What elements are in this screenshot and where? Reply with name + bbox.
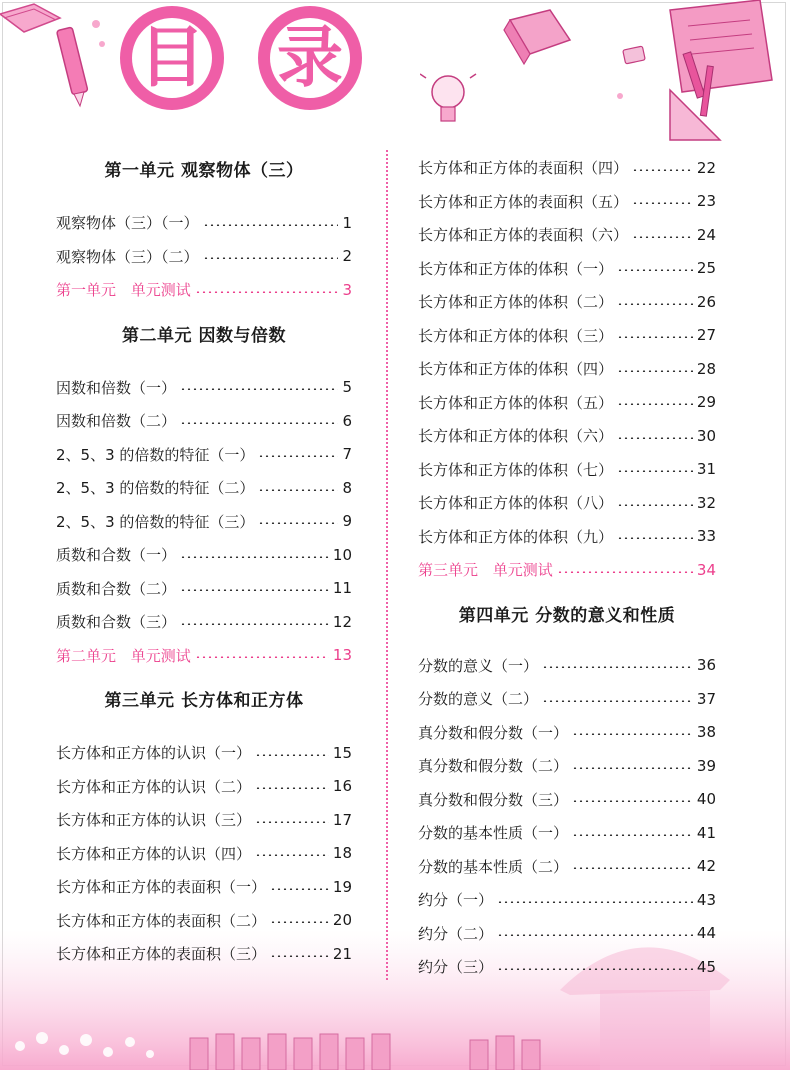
entry-page: 20 bbox=[332, 911, 352, 930]
entry-label: 2、5、3 的倍数的特征（一） bbox=[56, 445, 255, 464]
entry-label: 长方体和正方体的体积（八） bbox=[418, 494, 614, 513]
leader-dots bbox=[572, 767, 693, 769]
leader-dots bbox=[203, 257, 338, 259]
entry-label: 分数的意义（一） bbox=[418, 656, 539, 675]
toc-entry[interactable] bbox=[56, 538, 352, 572]
entry-label: 长方体和正方体的表面积（五） bbox=[418, 192, 629, 211]
leader-dots bbox=[632, 236, 693, 238]
leader-dots bbox=[572, 800, 693, 802]
toc-entry[interactable] bbox=[418, 486, 716, 520]
entry-page: 12 bbox=[332, 612, 352, 631]
leader-dots bbox=[497, 901, 693, 903]
entry-page: 23 bbox=[696, 192, 716, 211]
leader-dots bbox=[258, 455, 338, 457]
entry-label: 真分数和假分数（三） bbox=[418, 790, 569, 809]
entry-label: 2、5、3 的倍数的特征（三） bbox=[56, 512, 255, 531]
entry-page: 41 bbox=[696, 823, 716, 842]
unit-3 bbox=[56, 680, 352, 971]
toc-entry[interactable] bbox=[418, 151, 716, 185]
entry-page: 29 bbox=[696, 393, 716, 412]
unit-4 bbox=[418, 595, 716, 984]
leader-dots bbox=[617, 403, 693, 405]
leader-dots bbox=[617, 437, 693, 439]
entry-label: 长方体和正方体的体积（二） bbox=[418, 293, 614, 312]
lightbulb-icon bbox=[420, 74, 476, 121]
entry-label: 约分（一） bbox=[418, 891, 494, 910]
toc-entry[interactable] bbox=[418, 783, 716, 817]
entry-label: 第二单元 单元测试 bbox=[56, 646, 191, 665]
leader-dots bbox=[180, 422, 338, 424]
leader-dots bbox=[180, 589, 329, 591]
toc-entry[interactable] bbox=[418, 682, 716, 716]
leader-dots bbox=[497, 968, 693, 970]
eraser-icon bbox=[623, 46, 645, 64]
entry-page: 16 bbox=[332, 777, 352, 796]
entry-page: 1 bbox=[342, 213, 352, 232]
box-icon bbox=[504, 10, 570, 64]
title-char-2: 录 bbox=[270, 18, 350, 98]
column-divider bbox=[386, 150, 388, 980]
leader-dots bbox=[258, 522, 338, 524]
entry-label: 长方体和正方体的体积（九） bbox=[418, 527, 614, 546]
entry-label: 分数的基本性质（一） bbox=[418, 824, 569, 843]
toc-right-column bbox=[418, 151, 716, 992]
entry-page: 7 bbox=[342, 445, 352, 464]
unit-test-entry[interactable] bbox=[56, 639, 352, 673]
leader-dots bbox=[572, 834, 693, 836]
entry-label: 第一单元 单元测试 bbox=[56, 281, 191, 300]
book-and-pencil-illustration bbox=[0, 0, 110, 110]
unit-heading: 第四单元 分数的意义和性质 bbox=[458, 605, 676, 626]
entry-page: 39 bbox=[696, 756, 716, 775]
toc-left-column bbox=[56, 150, 352, 979]
toc-entry[interactable] bbox=[418, 386, 716, 420]
entry-page: 24 bbox=[696, 225, 716, 244]
entry-page: 3 bbox=[342, 280, 352, 299]
leader-dots bbox=[557, 571, 693, 573]
pencil-icon bbox=[56, 27, 87, 95]
toc-entry[interactable] bbox=[56, 240, 352, 274]
toc-entry[interactable] bbox=[418, 716, 716, 750]
leader-dots bbox=[572, 733, 693, 735]
entry-label: 观察物体（三）（一） bbox=[56, 214, 199, 233]
toc-entry[interactable] bbox=[418, 252, 716, 286]
entry-page: 34 bbox=[696, 560, 716, 579]
entry-page: 36 bbox=[696, 656, 716, 675]
unit-2 bbox=[56, 315, 352, 673]
entry-label: 真分数和假分数（二） bbox=[418, 757, 569, 776]
entry-label: 分数的基本性质（二） bbox=[418, 857, 569, 876]
toc-entry[interactable] bbox=[418, 520, 716, 554]
entry-label: 因数和倍数（二） bbox=[56, 412, 177, 431]
entry-page: 40 bbox=[696, 790, 716, 809]
entry-label: 长方体和正方体的表面积（六） bbox=[418, 226, 629, 245]
entry-page: 5 bbox=[342, 378, 352, 397]
entry-page: 30 bbox=[696, 426, 716, 445]
leader-dots bbox=[270, 921, 329, 923]
entry-page: 43 bbox=[696, 890, 716, 909]
toc-entry[interactable] bbox=[56, 803, 352, 837]
entry-label: 长方体和正方体的体积（四） bbox=[418, 360, 614, 379]
entry-label: 长方体和正方体的表面积（三） bbox=[56, 945, 267, 964]
leader-dots bbox=[195, 291, 338, 293]
entry-label: 质数和合数（一） bbox=[56, 546, 177, 565]
entry-page: 22 bbox=[696, 158, 716, 177]
entry-page: 31 bbox=[696, 460, 716, 479]
leader-dots bbox=[255, 854, 329, 856]
leader-dots bbox=[180, 623, 329, 625]
leader-dots bbox=[617, 504, 693, 506]
entry-page: 25 bbox=[696, 259, 716, 278]
entry-page: 26 bbox=[696, 292, 716, 311]
entry-label: 分数的意义（二） bbox=[418, 690, 539, 709]
entry-label: 2、5、3 的倍数的特征（二） bbox=[56, 479, 255, 498]
toc-entry[interactable] bbox=[418, 185, 716, 219]
toc-entry[interactable] bbox=[56, 736, 352, 770]
leader-dots bbox=[180, 388, 338, 390]
toc-entry[interactable] bbox=[418, 352, 716, 386]
leader-dots bbox=[632, 202, 693, 204]
toc-entry[interactable] bbox=[418, 419, 716, 453]
entry-label: 真分数和假分数（一） bbox=[418, 723, 569, 742]
leader-dots bbox=[195, 656, 329, 658]
entry-page: 21 bbox=[332, 944, 352, 963]
entry-label: 约分（二） bbox=[418, 924, 494, 943]
entry-label: 因数和倍数（一） bbox=[56, 378, 177, 397]
entry-page: 44 bbox=[696, 924, 716, 943]
entry-page: 28 bbox=[696, 359, 716, 378]
toc-entry[interactable] bbox=[418, 917, 716, 951]
toc-entry[interactable] bbox=[56, 770, 352, 804]
toc-entry[interactable] bbox=[56, 904, 352, 938]
entry-label: 第三单元 单元测试 bbox=[418, 561, 553, 580]
toc-entry[interactable] bbox=[56, 404, 352, 438]
entry-page: 2 bbox=[342, 247, 352, 266]
toc-entry[interactable] bbox=[418, 749, 716, 783]
title-bubble-left bbox=[120, 6, 224, 110]
leader-dots bbox=[617, 336, 693, 338]
leader-dots bbox=[617, 470, 693, 472]
entry-page: 45 bbox=[696, 957, 716, 976]
unit-test-entry[interactable] bbox=[56, 273, 352, 307]
toc-entry[interactable] bbox=[56, 206, 352, 240]
leader-dots bbox=[497, 934, 693, 936]
leader-dots bbox=[632, 169, 693, 171]
leader-dots bbox=[258, 489, 338, 491]
leader-dots bbox=[270, 888, 329, 890]
leader-dots bbox=[255, 821, 329, 823]
entry-label: 长方体和正方体的体积（六） bbox=[418, 427, 614, 446]
leader-dots bbox=[255, 754, 329, 756]
ruler-icon bbox=[670, 90, 720, 140]
toc-entry[interactable] bbox=[418, 649, 716, 683]
leader-dots bbox=[270, 955, 329, 957]
toc-entry[interactable] bbox=[56, 438, 352, 472]
unit-heading: 第三单元 长方体和正方体 bbox=[104, 691, 304, 711]
unit-heading: 第二单元 因数与倍数 bbox=[122, 325, 286, 346]
entry-page: 6 bbox=[342, 411, 352, 430]
entry-label: 观察物体（三）（二） bbox=[56, 247, 199, 266]
entry-label: 长方体和正方体的认识（三） bbox=[56, 811, 252, 830]
unit-1 bbox=[56, 150, 352, 307]
title-bubble-right bbox=[258, 6, 362, 110]
entry-page: 11 bbox=[332, 579, 352, 598]
leader-dots bbox=[617, 269, 693, 271]
entry-page: 10 bbox=[332, 545, 352, 564]
toc-entry[interactable] bbox=[56, 937, 352, 971]
toc-entry[interactable] bbox=[56, 371, 352, 405]
entry-page: 19 bbox=[332, 877, 352, 896]
entry-page: 33 bbox=[696, 527, 716, 546]
leader-dots bbox=[203, 224, 338, 226]
toc-entry[interactable] bbox=[56, 572, 352, 606]
toc-entry[interactable] bbox=[418, 816, 716, 850]
toc-entry[interactable] bbox=[56, 505, 352, 539]
entry-label: 长方体和正方体的表面积（一） bbox=[56, 878, 267, 897]
entry-page: 32 bbox=[696, 493, 716, 512]
entry-page: 17 bbox=[332, 810, 352, 829]
leader-dots bbox=[617, 537, 693, 539]
stationery-illustration bbox=[420, 0, 790, 150]
toc-entry[interactable] bbox=[418, 285, 716, 319]
leader-dots bbox=[572, 867, 693, 869]
entry-label: 长方体和正方体的认识（四） bbox=[56, 844, 252, 863]
entry-page: 8 bbox=[342, 478, 352, 497]
toc-entry[interactable] bbox=[56, 837, 352, 871]
title-char-1: 目 bbox=[132, 18, 212, 98]
entry-label: 长方体和正方体的表面积（四） bbox=[418, 159, 629, 178]
leader-dots bbox=[617, 303, 693, 305]
entry-label: 长方体和正方体的体积（一） bbox=[418, 259, 614, 278]
toc-entry[interactable] bbox=[418, 319, 716, 353]
leader-dots bbox=[617, 370, 693, 372]
entry-label: 约分（三） bbox=[418, 958, 494, 977]
toc-entry[interactable] bbox=[418, 950, 716, 984]
leader-dots bbox=[255, 787, 329, 789]
notepaper-icon bbox=[670, 0, 772, 92]
entry-label: 质数和合数（二） bbox=[56, 579, 177, 598]
entry-page: 42 bbox=[696, 857, 716, 876]
toc-entry[interactable] bbox=[418, 218, 716, 252]
entry-label: 长方体和正方体的体积（三） bbox=[418, 326, 614, 345]
unit-heading: 第一单元 观察物体（三） bbox=[104, 161, 304, 181]
entry-page: 9 bbox=[342, 512, 352, 531]
entry-label: 长方体和正方体的体积（五） bbox=[418, 393, 614, 412]
leader-dots bbox=[542, 700, 693, 702]
toc-entry[interactable] bbox=[418, 883, 716, 917]
entry-label: 长方体和正方体的认识（一） bbox=[56, 744, 252, 763]
unit-test-entry[interactable] bbox=[418, 553, 716, 587]
toc-entry[interactable] bbox=[418, 453, 716, 487]
entry-page: 38 bbox=[696, 723, 716, 742]
entry-page: 18 bbox=[332, 844, 352, 863]
entry-page: 37 bbox=[696, 689, 716, 708]
entry-label: 长方体和正方体的认识（二） bbox=[56, 777, 252, 796]
entry-page: 27 bbox=[696, 326, 716, 345]
entry-page: 15 bbox=[332, 743, 352, 762]
toc-entry[interactable] bbox=[56, 870, 352, 904]
entry-page: 13 bbox=[332, 646, 352, 665]
entry-label: 长方体和正方体的表面积（二） bbox=[56, 911, 267, 930]
leader-dots bbox=[542, 666, 693, 668]
entry-label: 长方体和正方体的体积（七） bbox=[418, 460, 614, 479]
toc-entry[interactable] bbox=[56, 471, 352, 505]
leader-dots bbox=[180, 556, 329, 558]
entry-label: 质数和合数（三） bbox=[56, 613, 177, 632]
toc-entry[interactable] bbox=[56, 605, 352, 639]
toc-entry[interactable] bbox=[418, 850, 716, 884]
